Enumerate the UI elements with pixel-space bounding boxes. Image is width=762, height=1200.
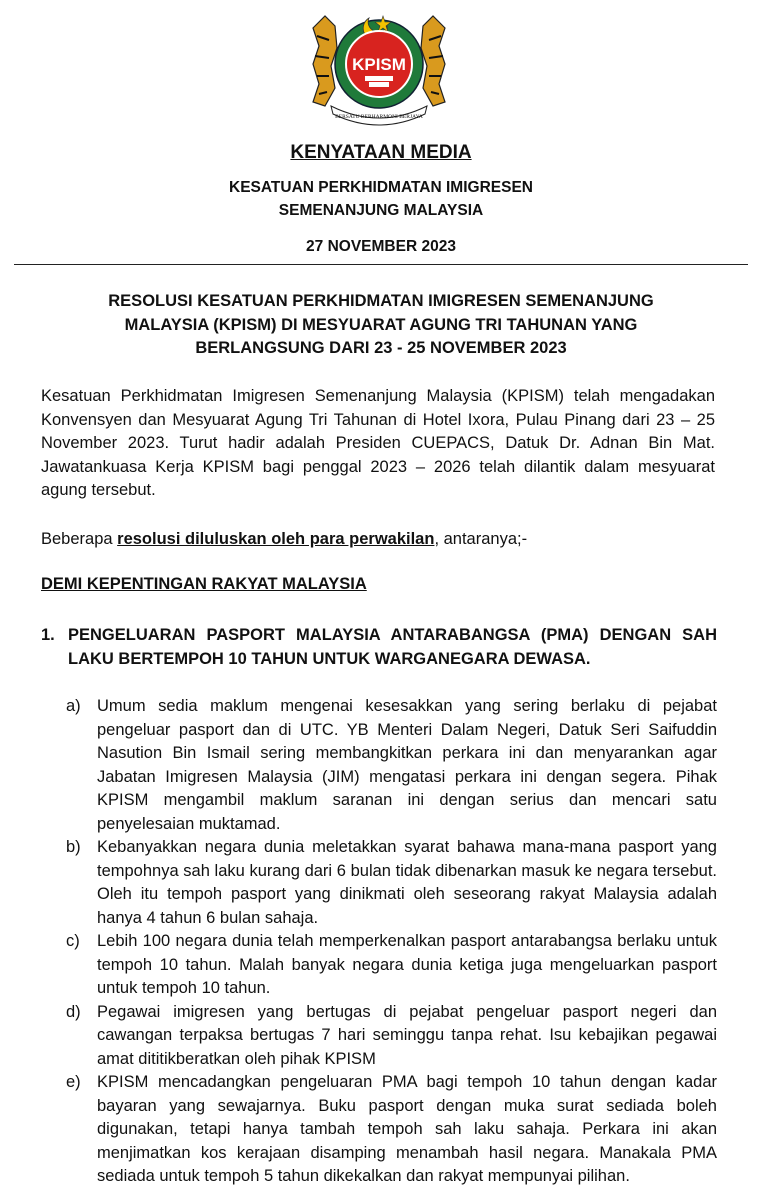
list-item-text: Kebanyakkan negara dunia meletakkan syarat bahawa mana-mana pasport yang tempohnya sah laku kurang dari 6 bulan tidak dibenarkan masuk ke negara tersebut. Oleh itu tempoh pasport yang dinikmati oleh seseorang rakyat Malaysia adalah hanya 4 tahun 6 bulan sahaja. xyxy=(97,838,717,927)
item-1-number: 1. xyxy=(41,626,55,644)
organization-line-2: SEMENANJUNG MALAYSIA xyxy=(278,202,484,219)
header-divider xyxy=(14,264,748,265)
right-tiger-icon xyxy=(421,16,445,106)
organization-name xyxy=(0,176,762,222)
list-item-text: Lebih 100 negara dunia telah memperkenalkan pasport antarabangsa berlaku untuk tempoh 10 tahun. Malah banyak negara dunia ketiga juga mengeluarkan pasport untuk tempoh 10 tahun. xyxy=(97,932,717,997)
list-item xyxy=(66,1001,717,1072)
resolutions-line-before: Beberapa xyxy=(41,530,118,548)
resolution-title: RESOLUSI KESATUAN PERKHIDMATAN IMIGRESEN SEMENANJUNG MALAYSIA (KPISM) DI MESYUARAT AGUNG TRI TAHUNAN YANG BERLANGSUNG DARI 23 - 25 NOVEMBER 2023 xyxy=(108,292,654,357)
organization-line-1: KESATUAN PERKHIDMATAN IMIGRESEN xyxy=(229,179,533,196)
list-item-letter: a) xyxy=(66,697,81,715)
list-item-letter: c) xyxy=(66,932,80,950)
item-1-heading xyxy=(41,623,717,671)
list-item-letter: e) xyxy=(66,1073,81,1091)
list-item-text: KPISM mencadangkan pengeluaran PMA bagi tempoh 10 tahun dengan kadar bayaran yang sewajarnya. Buku pasport dengan muka surat sediada boleh digunakan, tetapi hanya tambah tempoh sah laku sahaja. Perkara ini akan menjimatkan kos kerajaan disamping menambah hasil negara. Manakala PMA sediada untuk tempoh 5 tahun dikekalkan dan rakyat mempunyai pilihan. xyxy=(97,1073,717,1185)
kpism-logo xyxy=(299,6,459,130)
list-item xyxy=(66,1071,717,1189)
list-item-letter: d) xyxy=(66,1002,81,1021)
list-item-letter: b) xyxy=(66,838,81,856)
list-item xyxy=(66,695,717,836)
list-item xyxy=(66,930,717,1001)
document-title: KENYATAAN MEDIA xyxy=(290,142,472,163)
intro-paragraph: Kesatuan Perkhidmatan Imigresen Semenanjung Malaysia (KPISM) telah mengadakan Konvensyen dan Mesyuarat Agung Tri Tahunan di Hotel Ixora, Pulau Pinang dari 23 – 25 November 2023. Turut hadir adalah Presiden CUEPACS, Datuk Dr. Adnan Bin Mat. Jawatankuasa Kerja KPISM bagi penggal 2023 – 2026 telah dilantik dalam mesyuarat agung tersebut. xyxy=(41,387,715,499)
item-1-title: PENGELUARAN PASPORT MALAYSIA ANTARABANGSA (PMA) DENGAN SAH LAKU BERTEMPOH 10 TAHUN UNTUK WARGANEGARA DEWASA. xyxy=(68,626,717,668)
section-heading: DEMI KEPENTINGAN RAKYAT MALAYSIA xyxy=(41,575,367,593)
list-item xyxy=(66,836,717,930)
list-item-text: Pegawai imigresen yang bertugas di pejabat pengeluar pasport negeri dan cawangan terpaksa bertugas 7 hari seminggu tanpa rehat. Isu kebajikan pegawai amat dititikberatkan oleh pihak KPISM xyxy=(97,1002,717,1068)
list-item-text: Umum sedia maklum mengenai kesesakkan yang sering berlaku di pejabat pengeluar pasport dan di UTC. YB Menteri Dalam Negeri, Datuk Seri Saifuddin Nasution Bin Ismail sering membangkitkan perkara ini dan menyarankan agar Jabatan Imigresen Malaysia (JIM) mengatasi perkara ini dengan segera. Pihak KPISM mengambil maklum saranan ini dengan serius dan mencari satu penyelesaian muktamad. xyxy=(97,697,717,833)
logo-motto: BERSATU BERHARMONI BERJAYA xyxy=(335,114,423,120)
item-1-subitems xyxy=(66,695,717,1189)
left-tiger-icon xyxy=(313,16,337,106)
document-date: 27 NOVEMBER 2023 xyxy=(306,238,456,255)
resolutions-line-after: , antaranya;- xyxy=(434,530,528,548)
resolutions-line xyxy=(41,528,715,552)
logo-text: KPISM xyxy=(352,55,406,74)
resolutions-line-emphasis: resolusi diluluskan oleh para perwakilan xyxy=(117,530,435,548)
